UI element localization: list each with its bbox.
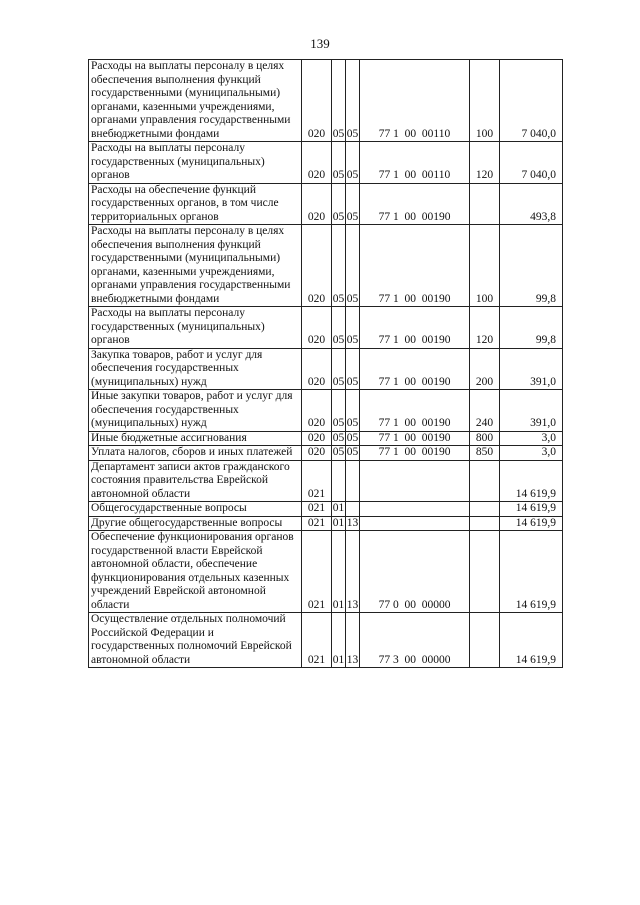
cell-target-article-code [360, 502, 470, 517]
cell-subsection-code: 05 [346, 390, 360, 432]
cell-amount: 391,0 [500, 390, 563, 432]
cell-ved-code: 020 [302, 142, 332, 184]
cell-target-article-code: 77 1 00 00190 [360, 307, 470, 349]
cell-subsection-code: 05 [346, 307, 360, 349]
cell-amount: 7 040,0 [500, 142, 563, 184]
cell-subsection-code: 05 [346, 183, 360, 225]
table-row [89, 502, 563, 517]
cell-subsection-code: 05 [346, 431, 359, 444]
cell-amount: 14 619,9 [500, 516, 563, 531]
table-row [89, 390, 563, 432]
cell-amount: 3,0 [500, 431, 563, 446]
cell-expense-type-code: 240 [470, 390, 500, 432]
cell-amount: 14 619,9 [500, 531, 563, 613]
table-row [89, 225, 563, 307]
table-row [89, 142, 563, 184]
cell-amount: 14 619,9 [500, 613, 563, 668]
table-row [89, 183, 563, 225]
cell-name: Закупка товаров, работ и услуг для обеспечения государственных (муниципальных) нужд [89, 348, 302, 390]
cell-subsection-code [346, 502, 360, 517]
cell-subsection-code: 13 [346, 531, 360, 613]
cell-section-code: 01 [332, 613, 346, 668]
cell-subsection-code: 05 [346, 225, 360, 307]
cell-section-code: 05 [332, 183, 346, 225]
cell-expense-type-code [470, 460, 500, 502]
cell-amount: 14 619,9 [500, 502, 563, 517]
cell-expense-type-code: 100 [470, 225, 500, 307]
cell-section-code: 05 [332, 307, 346, 349]
cell-expense-type-code [470, 502, 500, 517]
cell-name: Расходы на выплаты персоналу государственных (муниципальных) органов [89, 142, 302, 184]
cell-expense-type-code: 120 [470, 142, 500, 184]
cell-name: Другие общегосударственные вопросы [89, 516, 302, 531]
cell-target-article-code: 77 1 00 00190 [360, 225, 470, 307]
cell-name: Уплата налогов, сборов и иных платежей [89, 446, 302, 461]
cell-name: Расходы на выплаты персоналу в целях обеспечения выполнения функций государственными (муниципальными) органами, казенными учреждениями, органами управления государственными внебюджетными фондами [89, 60, 302, 142]
cell-section-code: 05 [332, 348, 346, 390]
cell-target-article-code: 77 1 00 00110 [360, 60, 470, 142]
table-row [89, 60, 563, 142]
cell-target-article-code: 77 1 00 00190 [360, 446, 470, 461]
budget-table [88, 59, 563, 668]
cell-ved-code: 020 [302, 390, 332, 432]
cell-section-code: 05 [332, 446, 345, 458]
cell-expense-type-code [470, 531, 500, 613]
cell-name: Расходы на выплаты персоналу в целях обеспечения выполнения функций государственными (муниципальными) органами, казенными учреждениями, органами управления государственными внебюджетными фондами [89, 225, 302, 307]
cell-section-code: 05 [332, 60, 346, 142]
cell-ved-code: 020 [302, 348, 332, 390]
cell-name: Общегосударственные вопросы [89, 502, 302, 517]
cell-expense-type-code [470, 613, 500, 668]
cell-expense-type-code: 100 [470, 60, 500, 142]
cell-expense-type-code: 200 [470, 348, 500, 390]
cell-subsection-code: 13 [346, 516, 359, 529]
cell-name: Осуществление отдельных полномочий Российской Федерации и государственных полномочий Еврейской автономной области [89, 613, 302, 668]
table-row [89, 516, 563, 531]
cell-name: Расходы на выплаты персоналу государственных (муниципальных) органов [89, 307, 302, 349]
cell-ved-code: 020 [302, 431, 332, 446]
cell-ved-code: 020 [302, 183, 332, 225]
cell-target-article-code [360, 516, 470, 531]
cell-section-code: 05 [332, 390, 346, 432]
table-row [89, 431, 563, 446]
cell-target-article-code: 77 1 00 00190 [360, 431, 470, 446]
cell-subsection-code: 05 [346, 446, 359, 458]
cell-subsection-code: 05 [346, 348, 360, 390]
cell-section-code: 05 [332, 431, 345, 444]
cell-subsection-code: 05 [346, 60, 360, 142]
cell-section-code: 05 [332, 225, 346, 307]
cell-section-code: 01 [332, 531, 346, 613]
cell-amount: 493,8 [500, 183, 563, 225]
cell-expense-type-code: 120 [470, 307, 500, 349]
cell-name: Расходы на обеспечение функций государственных органов, в том числе территориальных органов [89, 183, 302, 225]
cell-expense-type-code [470, 516, 500, 531]
cell-section-code: 05 [332, 142, 346, 184]
table-row [89, 348, 563, 390]
cell-ved-code: 021 [302, 613, 332, 668]
cell-subsection-code: 13 [346, 613, 360, 668]
cell-ved-code: 020 [302, 307, 332, 349]
cell-target-article-code: 77 0 00 00000 [360, 531, 470, 613]
cell-amount: 99,8 [500, 307, 563, 349]
cell-name: Обеспечение функционирования органов государственной власти Еврейской автономной области, обеспечение функционирования отдельных казенных учреждений Еврейской автономной области [89, 531, 302, 613]
cell-name: Иные бюджетные ассигнования [89, 431, 302, 446]
table-row [89, 446, 563, 461]
cell-subsection-code: 05 [346, 142, 360, 184]
page-number: 139 [310, 36, 330, 51]
cell-ved-code: 020 [302, 446, 332, 461]
cell-name: Иные закупки товаров, работ и услуг для обеспечения государственных (муниципальных) нужд [89, 390, 302, 432]
table-row [89, 460, 563, 502]
cell-ved-code: 020 [302, 60, 332, 142]
cell-target-article-code: 77 1 00 00190 [360, 390, 470, 432]
cell-expense-type-code [470, 183, 500, 225]
cell-amount: 3,0 [500, 446, 563, 461]
table-row [89, 613, 563, 668]
cell-subsection-code [346, 460, 360, 502]
cell-section-code [332, 460, 346, 502]
cell-ved-code: 021 [302, 531, 332, 613]
budget-table-body [89, 60, 563, 668]
cell-expense-type-code: 850 [470, 446, 500, 461]
cell-target-article-code: 77 1 00 00190 [360, 183, 470, 225]
cell-name: Департамент записи актов гражданского состояния правительства Еврейской автономной области [89, 460, 302, 502]
cell-target-article-code: 77 1 00 00190 [360, 348, 470, 390]
cell-ved-code: 021 [302, 460, 332, 502]
cell-amount: 391,0 [500, 348, 563, 390]
cell-expense-type-code: 800 [470, 431, 500, 446]
cell-amount: 7 040,0 [500, 60, 563, 142]
cell-target-article-code: 77 3 00 00000 [360, 613, 470, 668]
cell-target-article-code [360, 460, 470, 502]
cell-ved-code: 021 [302, 516, 332, 531]
table-row [89, 531, 563, 613]
cell-target-article-code: 77 1 00 00110 [360, 142, 470, 184]
cell-ved-code: 021 [302, 502, 332, 517]
cell-amount: 14 619,9 [500, 460, 563, 502]
cell-amount: 99,8 [500, 225, 563, 307]
cell-ved-code: 020 [302, 225, 332, 307]
cell-section-code: 01 [332, 516, 345, 529]
table-row [89, 307, 563, 349]
cell-section-code: 01 [332, 502, 345, 514]
